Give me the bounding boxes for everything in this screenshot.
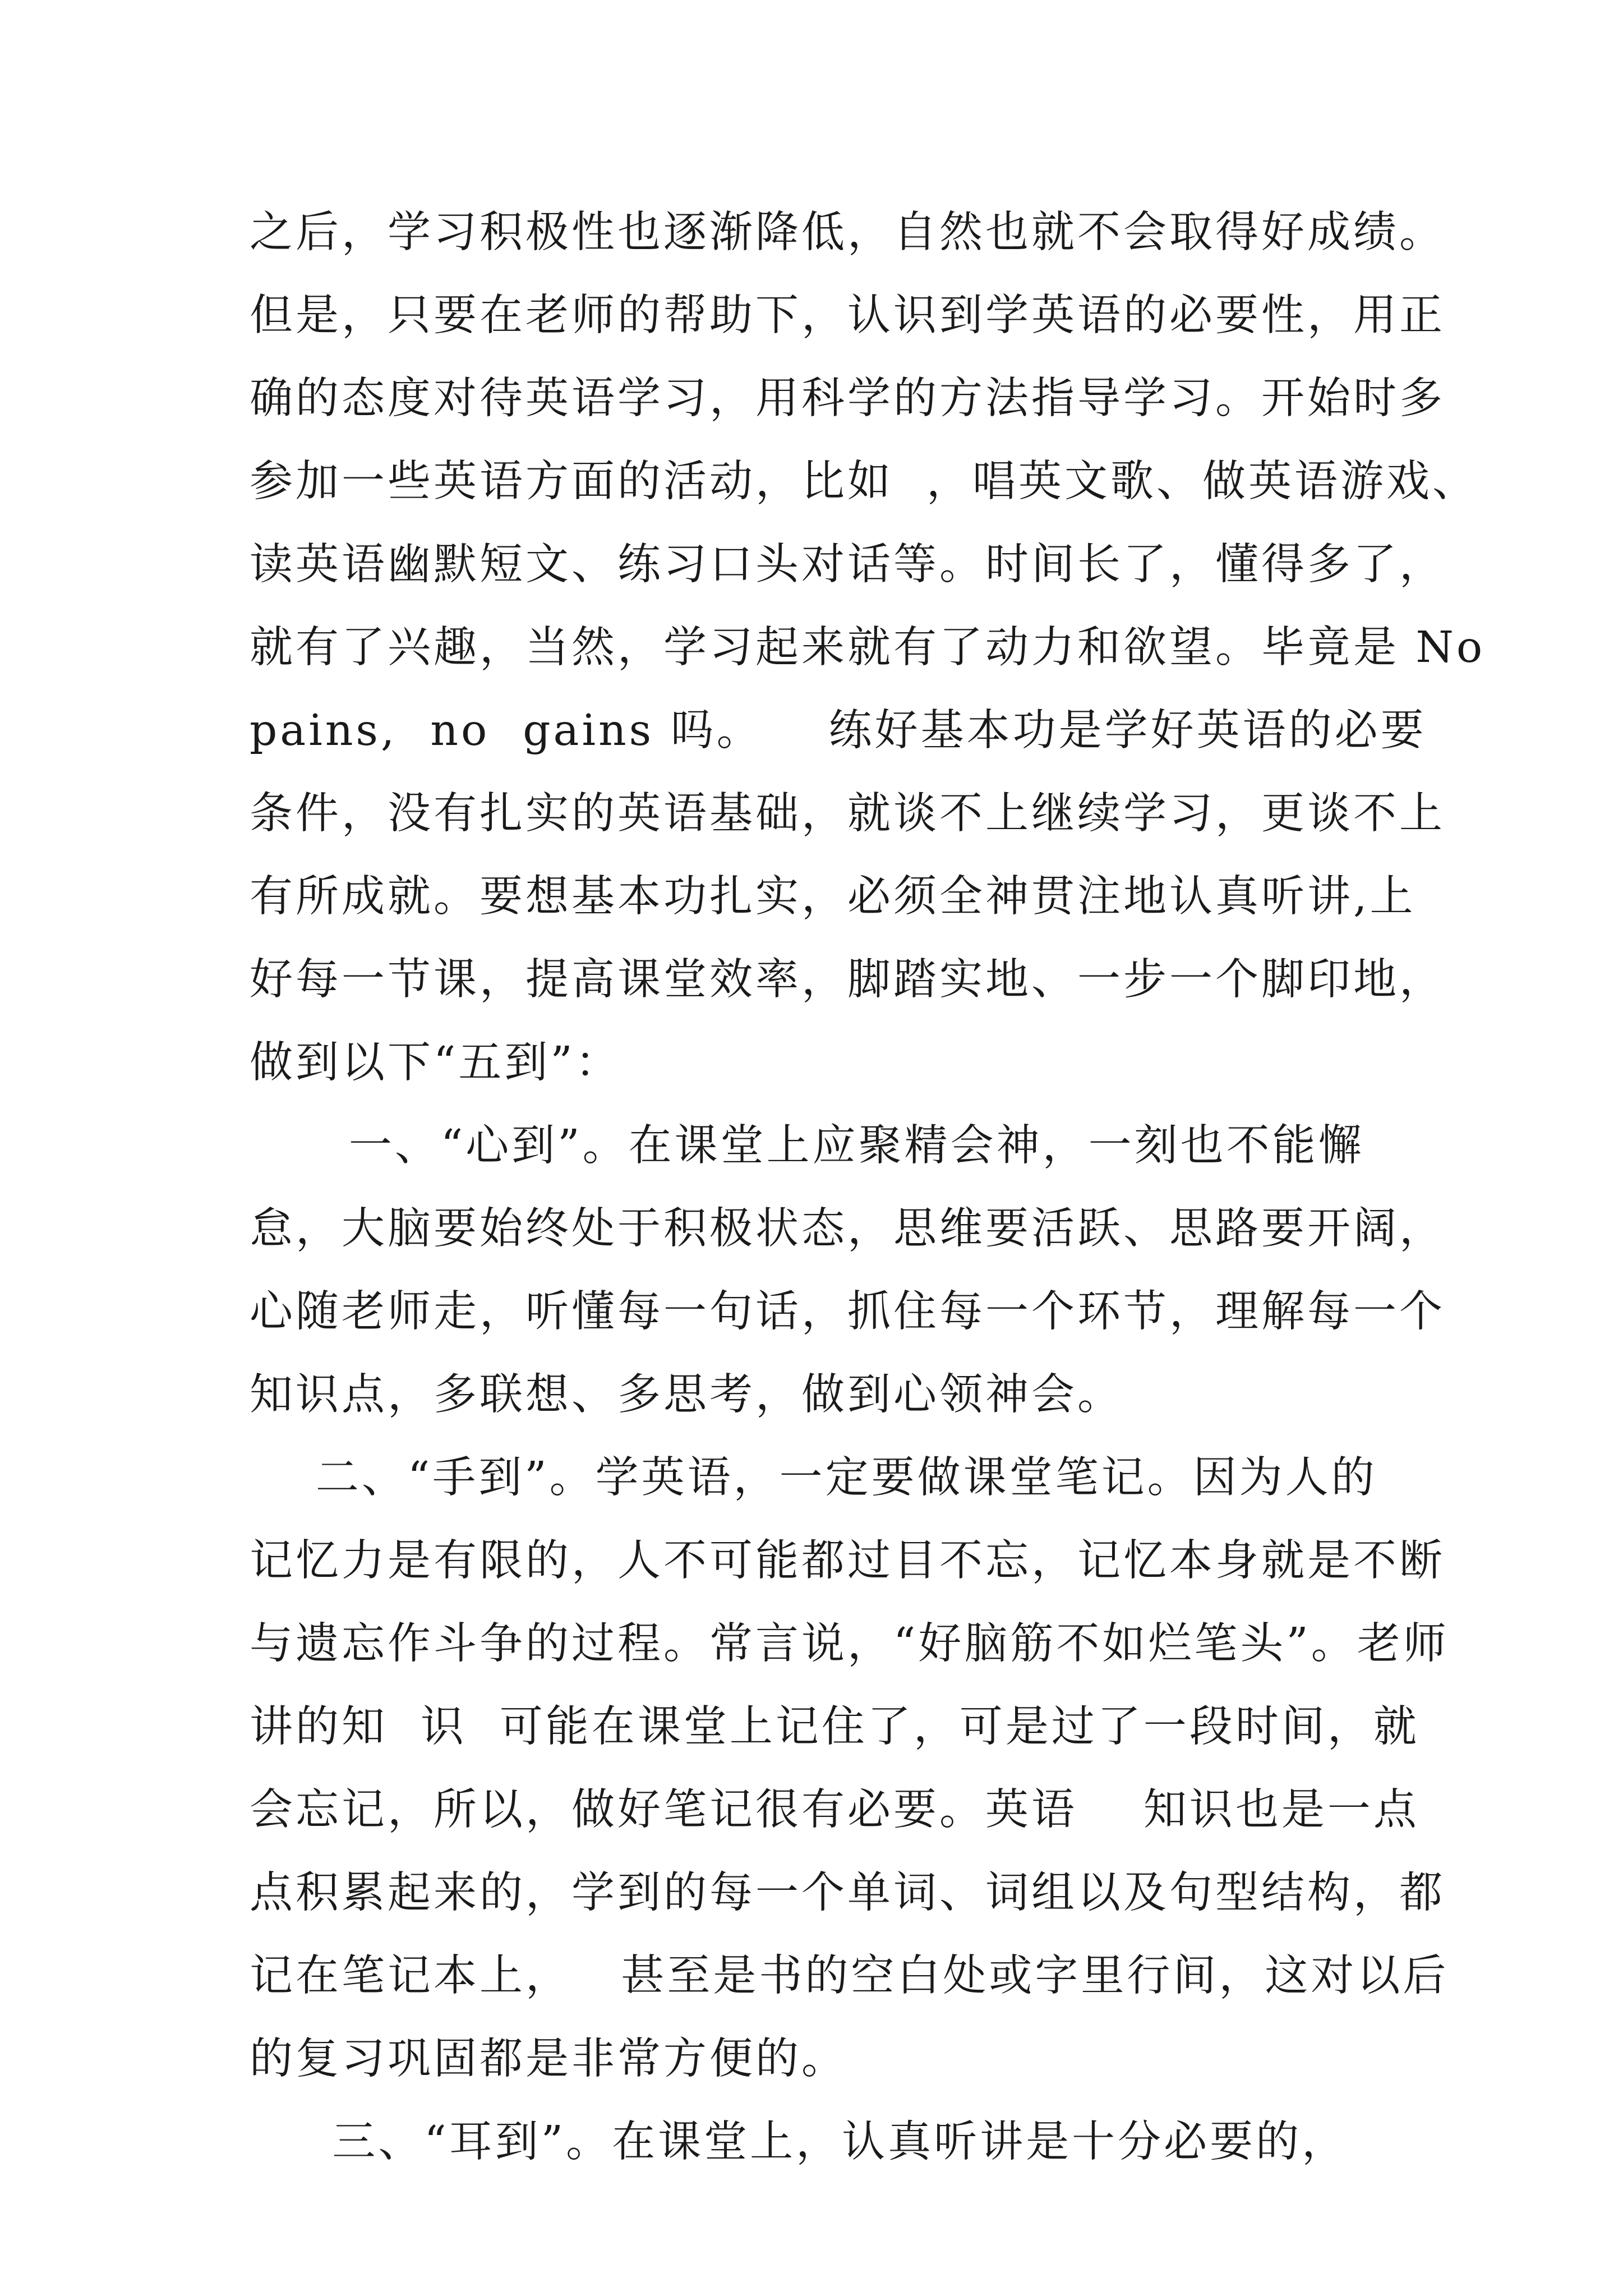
text-line: 记在笔记本上， 甚至是书的空白处或字里行间，这对以后	[250, 1951, 1449, 2001]
text-line: 三、“耳到”。在课堂上，认真听讲是十分必要的，	[250, 2117, 1348, 2167]
text-line: 但是，只要在老师的帮助下，认识到学英语的必要性，用正	[250, 291, 1445, 341]
text-line: 做到以下“五到”：	[250, 1038, 621, 1088]
text-line: 记忆力是有限的，人不可能都过目不忘，记忆本身就是不断	[250, 1536, 1445, 1586]
text-line: 确的态度对待英语学习，用科学的方法指导学习。开始时多	[250, 374, 1445, 424]
text-line: 之后，学习积极性也逐渐降低，自然也就不会取得好成绩。	[250, 208, 1445, 257]
text-line: 会忘记，所以，做好笔记很有必要。英语 知识也是一点	[250, 1785, 1419, 1835]
text-line: 一、“心到”。在课堂上应聚精会神，一刻也不能懈	[250, 1121, 1364, 1171]
text-line: pains, no gains 吗。 练好基本功是学好英语的必要	[250, 706, 1427, 756]
text-line: 参加一些英语方面的活动，比如 ，唱英文歌、做英语游戏、	[250, 457, 1478, 507]
text-line: 好每一节课，提高课堂效率，脚踏实地、一步一个脚印地，	[250, 955, 1445, 1005]
text-line: 就有了兴趣，当然，学习起来就有了动力和欲望。毕竟是 No	[250, 623, 1486, 673]
text-line: 有所成就。要想基本功扎实，必须全神贯注地认真听讲,上	[250, 872, 1416, 922]
text-line: 条件，没有扎实的英语基础，就谈不上继续学习，更谈不上	[250, 789, 1445, 839]
text-line: 与遗忘作斗争的过程。常言说，“好脑筋不如烂笔头”。老师	[250, 1619, 1449, 1669]
text-line: 的复习巩固都是非常方便的。	[250, 2034, 847, 2084]
text-line: 读英语幽默短文、练习口头对话等。时间长了，懂得多了，	[250, 540, 1445, 590]
text-line: 点积累起来的，学到的每一个单词、词组以及句型结构，都	[250, 1868, 1445, 1918]
text-line: 二、“手到”。学英语，一定要做课堂笔记。因为人的	[250, 1453, 1377, 1503]
text-line: 知识点，多联想、多思考，做到心领神会。	[250, 1370, 1123, 1420]
text-line: 怠，大脑要始终处于积极状态，思维要活跃、思路要开阔，	[250, 1204, 1445, 1254]
text-line: 讲的知 识 可能在课堂上记住了，可是过了一段时间，就	[250, 1702, 1419, 1752]
text-line: 心随老师走，听懂每一句话，抓住每一个环节，理解每一个	[250, 1287, 1445, 1337]
